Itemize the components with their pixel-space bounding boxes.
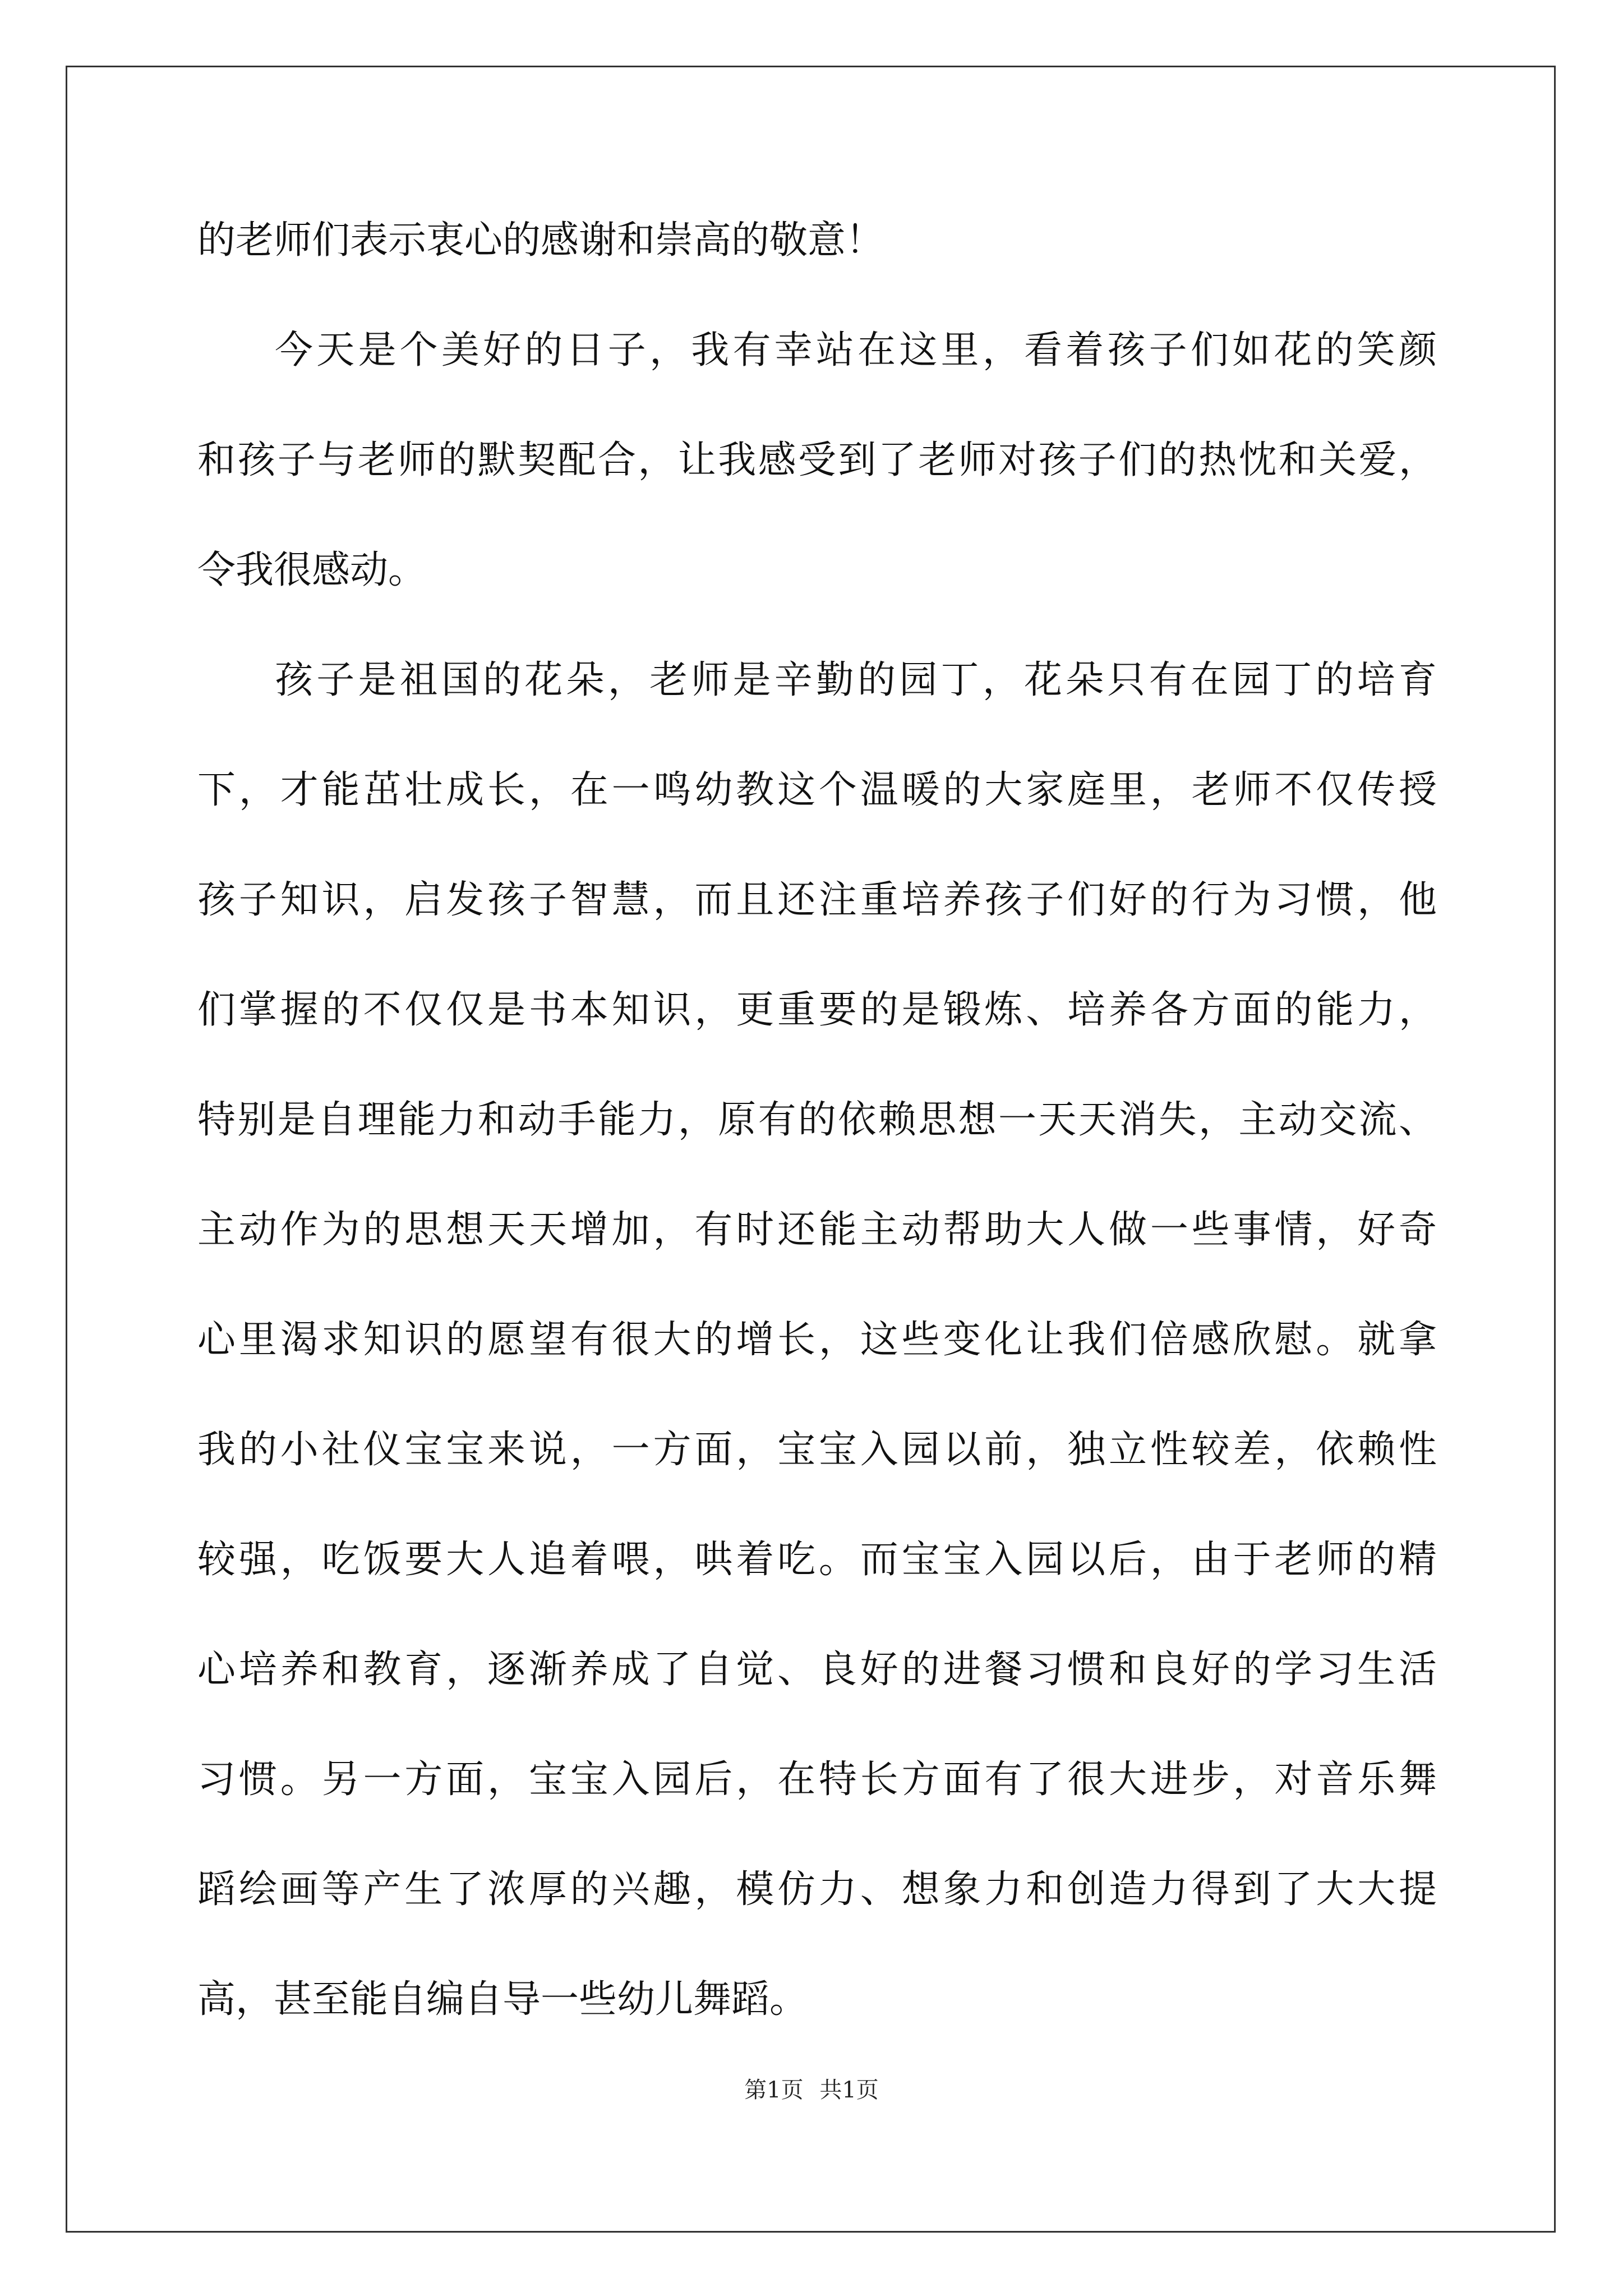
text-line: 心培养和教育，逐渐养成了自觉、良好的进餐习惯和良好的学习生活 — [197, 1648, 1437, 1692]
text-line: 孩子是祖国的花朵，老师是辛勤的园丁，花朵只有在园丁的培育 — [275, 658, 1437, 702]
text-line: 令我很感动。 — [197, 548, 427, 592]
page-total: 共1页 — [819, 2077, 879, 2103]
text-line: 习惯。另一方面，宝宝入园后，在特长方面有了很大进步，对音乐舞 — [197, 1757, 1437, 1802]
text-line: 特别是自理能力和动手能力，原有的依赖思想一天天消失，主动交流、 — [197, 1098, 1437, 1142]
text-line: 心里渴求知识的愿望有很大的增长，这些变化让我们倍感欣慰。就拿 — [197, 1318, 1437, 1362]
page-number: 第1页 — [744, 2077, 804, 2103]
text-line: 今天是个美好的日子，我有幸站在这里，看着孩子们如花的笑颜 — [275, 328, 1437, 372]
text-line: 较强，吃饭要大人追着喂，哄着吃。而宝宝入园以后，由于老师的精 — [197, 1538, 1437, 1582]
text-line: 下，才能茁壮成长，在一鸣幼教这个温暖的大家庭里，老师不仅传授 — [197, 768, 1437, 812]
text-line: 和孩子与老师的默契配合，让我感受到了老师对孩子们的热忱和关爱， — [197, 438, 1437, 482]
page-footer — [0, 2079, 1623, 2101]
text-line: 的老师们表示衷心的感谢和崇高的敬意！ — [197, 218, 884, 263]
document-body — [197, 218, 1437, 2091]
text-line: 主动作为的思想天天增加，有时还能主动帮助大人做一些事情，好奇 — [197, 1208, 1437, 1252]
text-line: 我的小社仪宝宝来说，一方面，宝宝入园以前，独立性较差，依赖性 — [197, 1428, 1437, 1472]
text-line: 蹈绘画等产生了浓厚的兴趣，模仿力、想象力和创造力得到了大大提 — [197, 1867, 1437, 1912]
text-line: 们掌握的不仅仅是书本知识，更重要的是锻炼、培养各方面的能力， — [197, 988, 1437, 1032]
text-line: 高，甚至能自编自导一些幼儿舞蹈。 — [197, 1977, 808, 2022]
text-line: 孩子知识，启发孩子智慧，而且还注重培养孩子们好的行为习惯，他 — [197, 878, 1437, 922]
